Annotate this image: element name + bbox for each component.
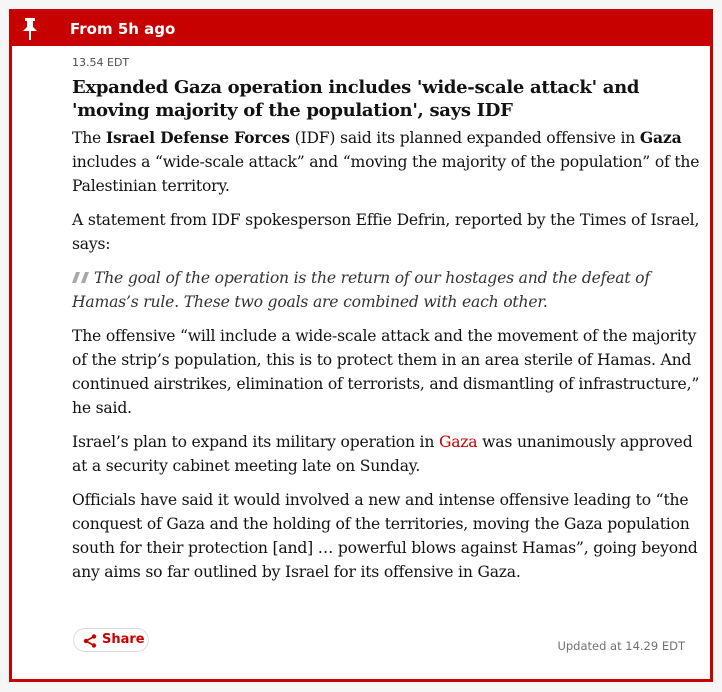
paragraph-3: The offensive “will include a wide-scale attack and the movement of the majority of the strip’s population, this is to protect them in an area sterile of Hamas. And continued airstrikes, elimination of terrorists, and dismantling of infrastructure,” he said.	[72, 327, 700, 417]
quote-mark-icon	[72, 272, 90, 283]
pin-icon	[22, 18, 38, 40]
paragraph-5: Officials have said it would involved a new and intense offensive leading to “the conquest of Gaza and the holding of the territories, moving the Gaza population south for their protection [and] … powerful blows against Hamas”, going beyond any aims so far outlined by Israel for its offensive in Gaza.	[72, 491, 698, 581]
updated-timestamp: Updated at 14.29 EDT	[557, 639, 685, 653]
p1-bold-idf: Israel Defense Forces	[105, 128, 290, 147]
blockquote	[72, 266, 702, 314]
p1-bold-gaza: Gaza	[639, 128, 682, 147]
share-button[interactable]	[73, 628, 149, 652]
share-label: Share	[102, 632, 145, 647]
post-headline: Expanded Gaza operation includes 'wide-scale attack' and 'moving majority of the population', says IDF	[72, 77, 640, 121]
p4-text-after: was unanimously approved at a security cabinet meeting late on Sunday.	[72, 433, 693, 475]
p4-text-before: Israel’s plan to expand its military operation in	[72, 433, 439, 451]
quote-text: The goal of the operation is the return of our hostages and the defeat of Hamas’s rule. These two goals are combined with each other.	[72, 269, 650, 311]
p1-text-2: (IDF) said its planned expanded offensive in	[289, 129, 640, 147]
post-timestamp[interactable]: 13.54 EDT	[72, 56, 130, 69]
live-blog-post	[9, 9, 713, 682]
paragraph-4	[72, 430, 702, 478]
pinned-header	[12, 12, 710, 46]
paragraph-1	[72, 126, 702, 198]
post-body	[72, 52, 702, 584]
paragraph-2: A statement from IDF spokesperson Effie Defrin, reported by the Times of Israel, says:	[72, 211, 700, 253]
share-icon	[83, 634, 97, 648]
p1-text-3: includes a “wide-scale attack” and “moving the majority of the population” of the Palestinian territory.	[72, 153, 700, 195]
pinned-label: From 5h ago	[70, 20, 176, 38]
gaza-link[interactable]: Gaza	[438, 433, 478, 451]
p1-text-1: The	[72, 129, 106, 147]
